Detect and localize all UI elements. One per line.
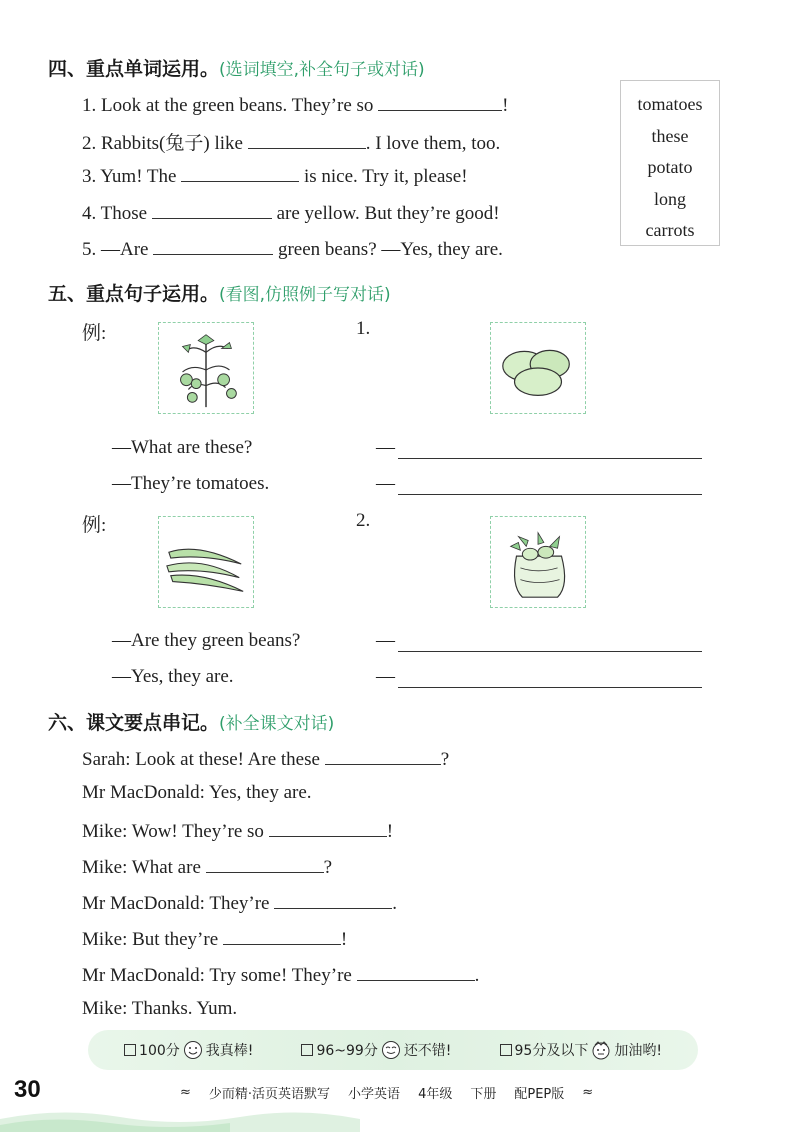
answer-line-1b[interactable] [398, 494, 702, 495]
dialogue-line-7 [82, 962, 479, 987]
s4-item-3 [82, 163, 468, 188]
answer-line-2a[interactable] [398, 651, 702, 652]
dialogue-line-3 [82, 818, 393, 843]
dialogue-line-7-post: . [474, 965, 480, 986]
smile-face-icon [381, 1040, 401, 1060]
score-comment: 还不错! [403, 1043, 452, 1059]
word-bank-item: these [651, 125, 689, 146]
dialogue-line-4-post: ? [323, 857, 333, 878]
s4-item-4 [82, 200, 500, 225]
s4-item-4-blank[interactable] [152, 200, 272, 219]
dialogue-line-4-text: Mike: What are [82, 857, 201, 878]
word-bank-item: potato [647, 157, 693, 177]
volume: 下册 [470, 1087, 497, 1102]
dialogue-line-4 [82, 854, 332, 879]
dialogue-line-3-blank[interactable] [269, 818, 387, 837]
word-bank-item: carrots [645, 220, 695, 240]
dialogue-line-6 [82, 926, 347, 951]
sack-of-vegetables-picture [490, 516, 586, 608]
tomato-plant-picture [158, 322, 254, 414]
s4-item-1 [82, 92, 509, 117]
dialogue-line-6-text: Mike: But they’re [82, 929, 219, 950]
s4-item-5-pre: 5. —Are [82, 239, 149, 260]
happy-face-icon [183, 1040, 203, 1060]
dialogue-line-6-post: ! [340, 929, 348, 950]
dialogue-line-5-blank[interactable] [274, 890, 392, 909]
score-checkbox[interactable] [124, 1044, 136, 1056]
score-option-95-below [500, 1040, 662, 1060]
answer-dash: — [376, 437, 395, 458]
footer-left-mark: ≈ [180, 1085, 191, 1100]
s4-item-3-post: is nice. Try it, please! [303, 166, 468, 187]
tomato-plant-icon [159, 323, 253, 413]
example1-answer: —They’re tomatoes. [112, 473, 270, 494]
dialogue-line-1-post: ? [440, 749, 450, 770]
potatoes-icon [491, 323, 585, 413]
example-label-2: 例: [82, 515, 107, 536]
section4-title: 四、重点单词运用。 [48, 58, 220, 80]
s4-item-2-pre: 2. Rabbits(兔子) like [82, 133, 243, 154]
potatoes-picture [490, 322, 586, 414]
dialogue-line-7-blank[interactable] [357, 962, 475, 981]
answer-line-1a[interactable] [398, 458, 702, 459]
section6-heading [48, 708, 334, 735]
section4-note: (选词填空,补全句子或对话) [219, 60, 425, 80]
self-assessment-bar [88, 1030, 698, 1070]
s4-item-1-post: ! [502, 95, 509, 116]
dialogue-line-8: Mike: Thanks. Yum. [82, 998, 238, 1019]
answer-dash: — [376, 473, 395, 494]
s4-item-1-pre: 1. Look at the green beans. They’re so [82, 95, 374, 116]
word-bank-item: tomatoes [637, 94, 703, 114]
footer-wave-decoration [0, 1105, 800, 1132]
dialogue-line-4-blank[interactable] [206, 854, 324, 873]
footer-right-mark: ≈ [582, 1085, 594, 1100]
grade: 4年级 [418, 1087, 453, 1102]
s4-item-2-post: . I love them, too. [365, 133, 501, 154]
s4-item-1-blank[interactable] [378, 92, 502, 111]
score-checkbox[interactable] [301, 1044, 313, 1056]
score-range: 96~99分 [316, 1043, 378, 1059]
section5-title: 五、重点句子运用。 [48, 283, 220, 305]
dialogue-line-3-post: ! [386, 821, 394, 842]
answer-dash: — [376, 666, 395, 687]
answer-dash: — [376, 630, 395, 651]
s4-item-5-post: green beans? —Yes, they are. [277, 239, 503, 260]
s4-item-4-post: are yellow. But they’re good! [276, 203, 500, 224]
dialogue-line-1-text: Sarah: Look at these! Are these [82, 749, 320, 770]
example1-question: —What are these? [112, 437, 253, 458]
s4-item-5-blank[interactable] [153, 236, 273, 255]
section5-note: (看图,仿照例子写对话) [219, 285, 391, 305]
dialogue-line-5-text: Mr MacDonald: They’re [82, 893, 270, 914]
word-bank-item: long [653, 188, 686, 209]
dialogue-line-2: Mr MacDonald: Yes, they are. [82, 782, 312, 803]
section6-note: (补全课文对话) [219, 714, 335, 734]
edition: 配PEP版 [514, 1087, 565, 1102]
determined-face-icon [591, 1040, 611, 1060]
dialogue-line-5-post: . [392, 893, 397, 914]
section5-heading [48, 279, 391, 306]
question-label-2: 2. [356, 510, 371, 531]
green-beans-picture [158, 516, 254, 608]
footer-info [180, 1083, 630, 1102]
s4-item-4-pre: 4. Those [82, 203, 148, 224]
page-number: 30 [14, 1076, 41, 1103]
example2-question: —Are they green beans? [112, 630, 301, 651]
green-beans-icon [159, 517, 253, 607]
score-option-100 [124, 1040, 253, 1060]
dialogue-line-7-text: Mr MacDonald: Try some! They’re [82, 965, 352, 986]
score-comment: 我真棒! [205, 1043, 254, 1059]
score-checkbox[interactable] [500, 1044, 512, 1056]
section6-title: 六、课文要点串记。 [48, 712, 220, 734]
dialogue-line-1-blank[interactable] [325, 746, 441, 765]
word-bank [620, 80, 720, 246]
score-comment: 加油哟! [614, 1043, 662, 1059]
dialogue-line-1 [82, 746, 449, 771]
s4-item-3-blank[interactable] [181, 163, 299, 182]
subject: 小学英语 [348, 1087, 401, 1102]
example-label-1: 例: [82, 323, 107, 344]
answer-line-2b[interactable] [398, 687, 702, 688]
s4-item-2-blank[interactable] [248, 130, 366, 149]
s4-item-5 [82, 236, 503, 261]
example2-answer: —Yes, they are. [112, 666, 234, 687]
s4-item-3-pre: 3. Yum! The [82, 166, 177, 187]
section4-heading [48, 54, 425, 81]
series-name: 少而精·活页英语默写 [208, 1087, 331, 1102]
dialogue-line-6-blank[interactable] [223, 926, 341, 945]
question-label-1: 1. [356, 318, 371, 339]
score-range: 100分 [139, 1043, 180, 1059]
dialogue-line-3-text: Mike: Wow! They’re so [82, 821, 264, 842]
score-option-96-99 [301, 1040, 451, 1060]
dialogue-line-5 [82, 890, 397, 915]
vegetable-sack-icon [491, 517, 585, 607]
score-range: 95分及以下 [514, 1043, 589, 1059]
s4-item-2 [82, 128, 500, 155]
